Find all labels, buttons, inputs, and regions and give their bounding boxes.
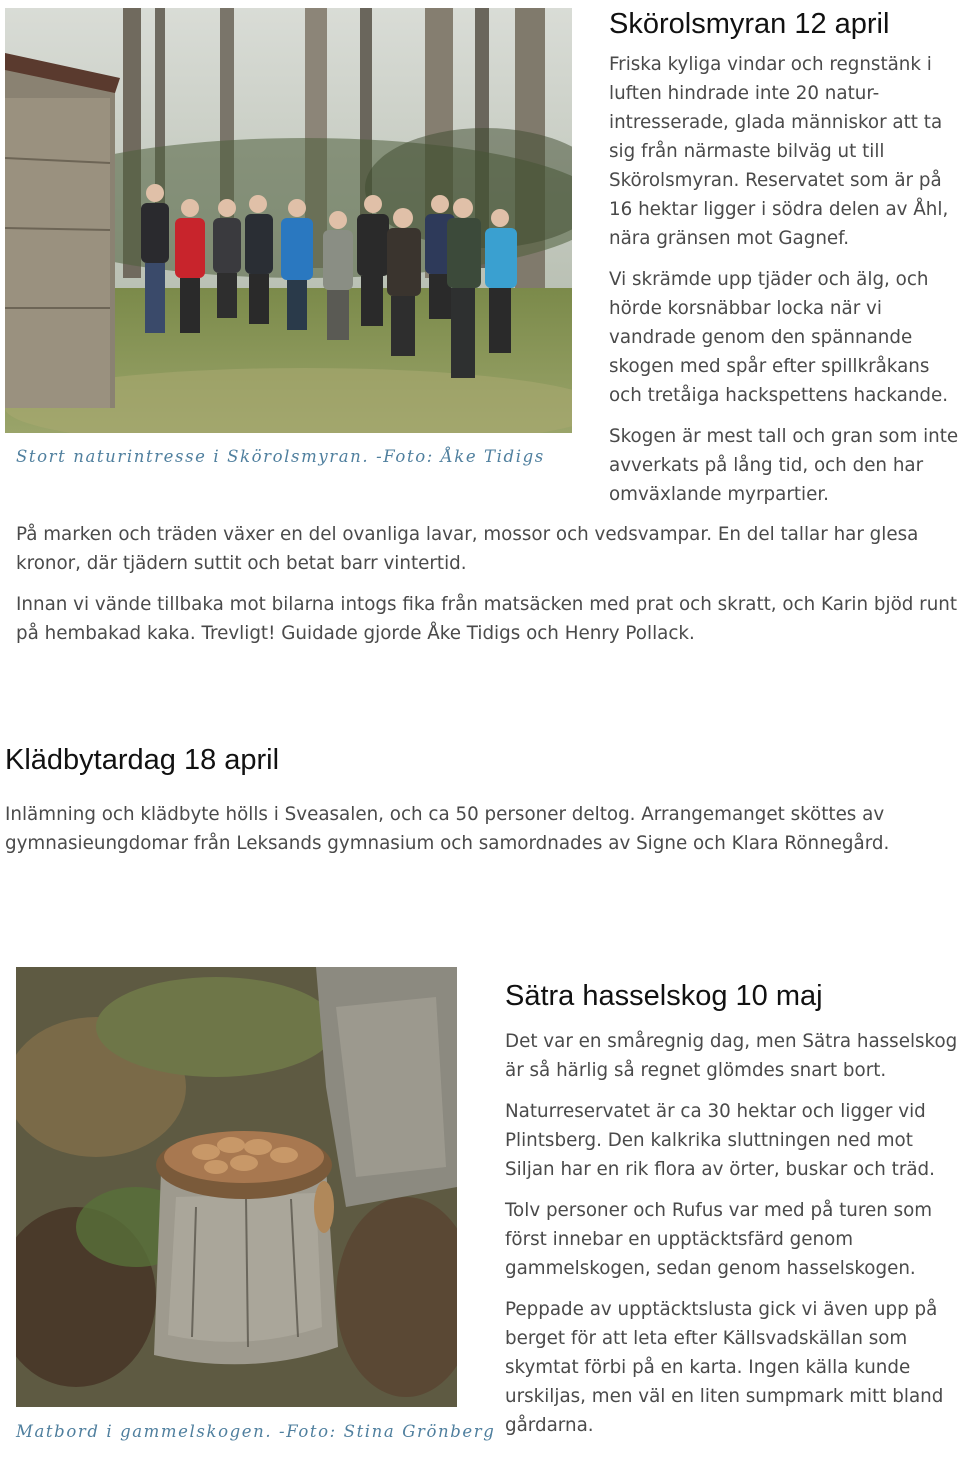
forest-group-illustration xyxy=(5,8,572,433)
section-side-text xyxy=(505,1027,960,1440)
paragraph: Tolv personer och Rufus var med på turen som först innebar en upptäcktsfärd genom gammelskogen, sedan genom hasselskogen. xyxy=(505,1200,933,1279)
section-text xyxy=(5,800,955,858)
section-title: Skörolsmyran 12 april xyxy=(609,8,890,40)
section-title: Sätra hasselskog 10 maj xyxy=(505,980,823,1012)
paragraph: Naturreservatet är ca 30 hektar och ligger vid Plintsberg. Den kalkrika sluttningen ned mot Siljan har en rik flora av örter, buskar och träd. xyxy=(505,1101,935,1180)
paragraph: Innan vi vände tillbaka mot bilarna intogs fika från matsäcken med prat och skratt, och Karin bjöd runt på hembakad kaka. Trevligt! Guidade gjorde Åke Tidigs och Henry Pollack. xyxy=(16,594,958,644)
section-side-text xyxy=(609,50,960,509)
section-title: Klädbytardag 18 april xyxy=(5,744,280,776)
paragraph: Skogen är mest tall och gran som inte avverkats på lång tid, och den har omväxlande myrpartier. xyxy=(609,426,959,505)
paragraph: Peppade av upptäcktslusta gick vi även upp på berget för att leta efter Källsvadskällan som skymtat förbi på en karta. Ingen källa kunde urskiljas, men väl en liten sumpmark mitt bland gårdarna. xyxy=(505,1299,944,1436)
paragraph: Det var en småregnig dag, men Sätra hasselskog är så härlig så regnet glömdes snart bort. xyxy=(505,1031,958,1081)
paragraph: Vi skrämde upp tjäder och älg, och hörde korsnäbbar locka när vi vandrade genom den spännande skogen med spår efter spillkråkans och tretåiga hackspettens hackande. xyxy=(609,269,949,406)
stump-illustration xyxy=(16,967,457,1407)
stump-photo-satra xyxy=(16,967,457,1407)
group-photo-skorolsmyran xyxy=(5,8,572,433)
photo-caption: Stort naturintresse i Skörolsmyran. -Foto: Åke Tidigs xyxy=(16,447,545,466)
paragraph: Friska kyliga vindar och regnstänk i luften hindrade inte 20 natur-intresserade, glada människor att ta sig från närmaste bilväg ut till Skörolsmyran. Reservatet som är på 16 hektar ligger i södra delen av Åhl, nära gränsen mot Gagnef. xyxy=(609,54,949,249)
photo-caption: Matbord i gammelskogen. -Foto: Stina Grönberg xyxy=(16,1422,496,1441)
section-full-text xyxy=(16,520,960,648)
paragraph: På marken och träden växer en del ovanliga lavar, mossor och vedsvampar. En del tallar har glesa kronor, där tjädern suttit och betat barr vintertid. xyxy=(16,524,919,574)
paragraph: Inlämning och klädbyte hölls i Sveasalen, och ca 50 personer deltog. Arrangemanget sköttes av gymnasieungdomar från Leksands gymnasium och samordnades av Signe och Klara Rönnegård. xyxy=(5,804,890,854)
